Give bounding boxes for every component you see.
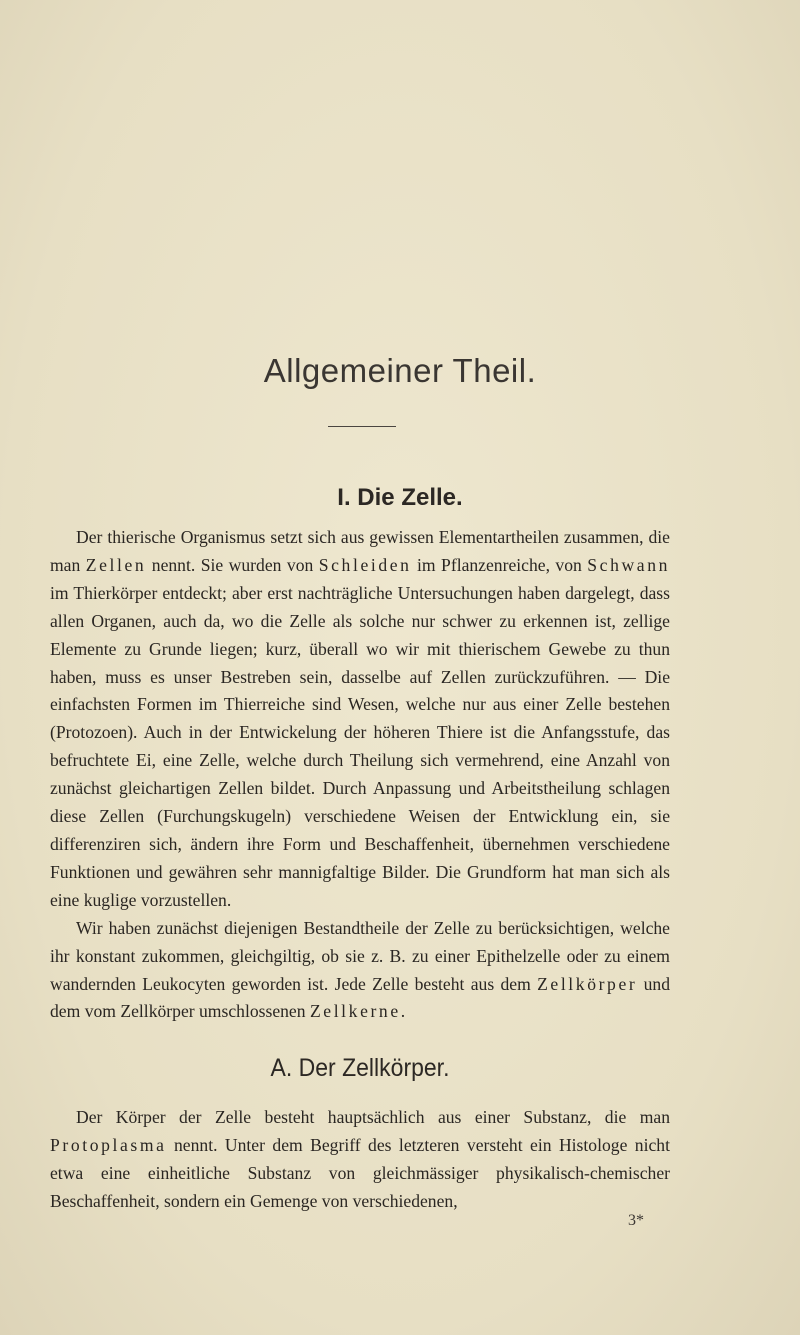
term-zellkerne: Zellkerne: [309, 1001, 401, 1022]
paragraph-1-text-b: nennt. Sie wurden von: [146, 554, 319, 575]
name-schwann: Schwann: [587, 554, 670, 575]
paragraph-2-text-a: Wir haben zunächst diejenigen Bestandtheile der Zelle zu berücksichtigen, welche ihr konstant zukommen, gleichgiltig, ob sie z. B. zu einer Epithelzelle oder zu einem wandernden Leukocyten geworden ist. Jede Zelle besteht aus dem: [50, 917, 670, 994]
paragraph-1-text-c: im Pflanzenreiche, von: [411, 554, 588, 575]
title-divider: [328, 426, 396, 427]
part-title: Allgemeiner Theil.: [263, 352, 537, 389]
paragraph-2-text-c: .: [400, 1001, 406, 1022]
term-zellkoerper: Zellkörper: [537, 973, 638, 994]
paragraph-2: [50, 915, 670, 1027]
term-zellen: Zellen: [85, 554, 147, 575]
chapter-title: I. Die Zelle.: [337, 484, 463, 511]
paragraph-1-text-d: im Thierkörper entdeckt; aber erst nachträgliche Untersuchungen haben dargelegt, dass allen Organen, auch da, wo die Zelle als solche nur schwer zu erkennen ist, zellige Elemente zu Grunde liegen; kurz, überall wo wir mit thierischem Gewebe zu thun haben, muss es unser Bestreben sein, dasselbe auf Zellen zurückzuführen. — Die einfachsten Formen im Thierreiche sind Wesen, welche nur aus einer Zelle bestehen (Protozoen). Auch in der Entwickelung der höheren Thiere ist die Anfangsstufe, das befruchtete Ei, eine Zelle, welche durch Theilung sich vermehrend, eine Anzahl von zunächst gleichartigen Zellen bildet. Durch Anpassung und Arbeitstheilung schlagen diese Zellen (Furchungskugeln) verschiedene Weisen der Entwicklung ein, sie differenziren sich, ändern ihre Form und Beschaffenheit, übernehmen verschiedene Funktionen und gewähren sehr mannigfaltige Bilder. Die Grundform hat man sich als eine kuglige vorzustellen.: [50, 582, 670, 910]
paragraph-2-text-b: und dem vom Zellkörper umschlossenen: [50, 973, 670, 1022]
term-protoplasma: Protoplasma: [50, 1134, 167, 1155]
signature-mark: 3*: [628, 1212, 644, 1229]
paragraph-1: [50, 524, 670, 915]
paragraph-1-text-a: Der thierische Organismus setzt sich aus gewissen Elementartheilen zusammen, die man: [50, 527, 670, 575]
name-schleiden: Schleiden: [318, 554, 412, 575]
chapter-body: [50, 524, 670, 1026]
paragraph-3: [50, 1104, 670, 1216]
section-title: A. Der Zellkörper.: [270, 1054, 450, 1082]
paragraph-3-text-b: nennt. Unter dem Begriff des letzteren versteht ein Histologe nicht etwa eine einheitliche Substanz von gleichmässiger physikalisch-chemischer Beschaffenheit, sondern ein Gemenge von verschiedenen,: [50, 1134, 670, 1211]
paragraph-3-text-a: Der Körper der Zelle besteht hauptsächlich aus einer Substanz, die man: [76, 1107, 670, 1127]
section-body: [50, 1104, 670, 1216]
